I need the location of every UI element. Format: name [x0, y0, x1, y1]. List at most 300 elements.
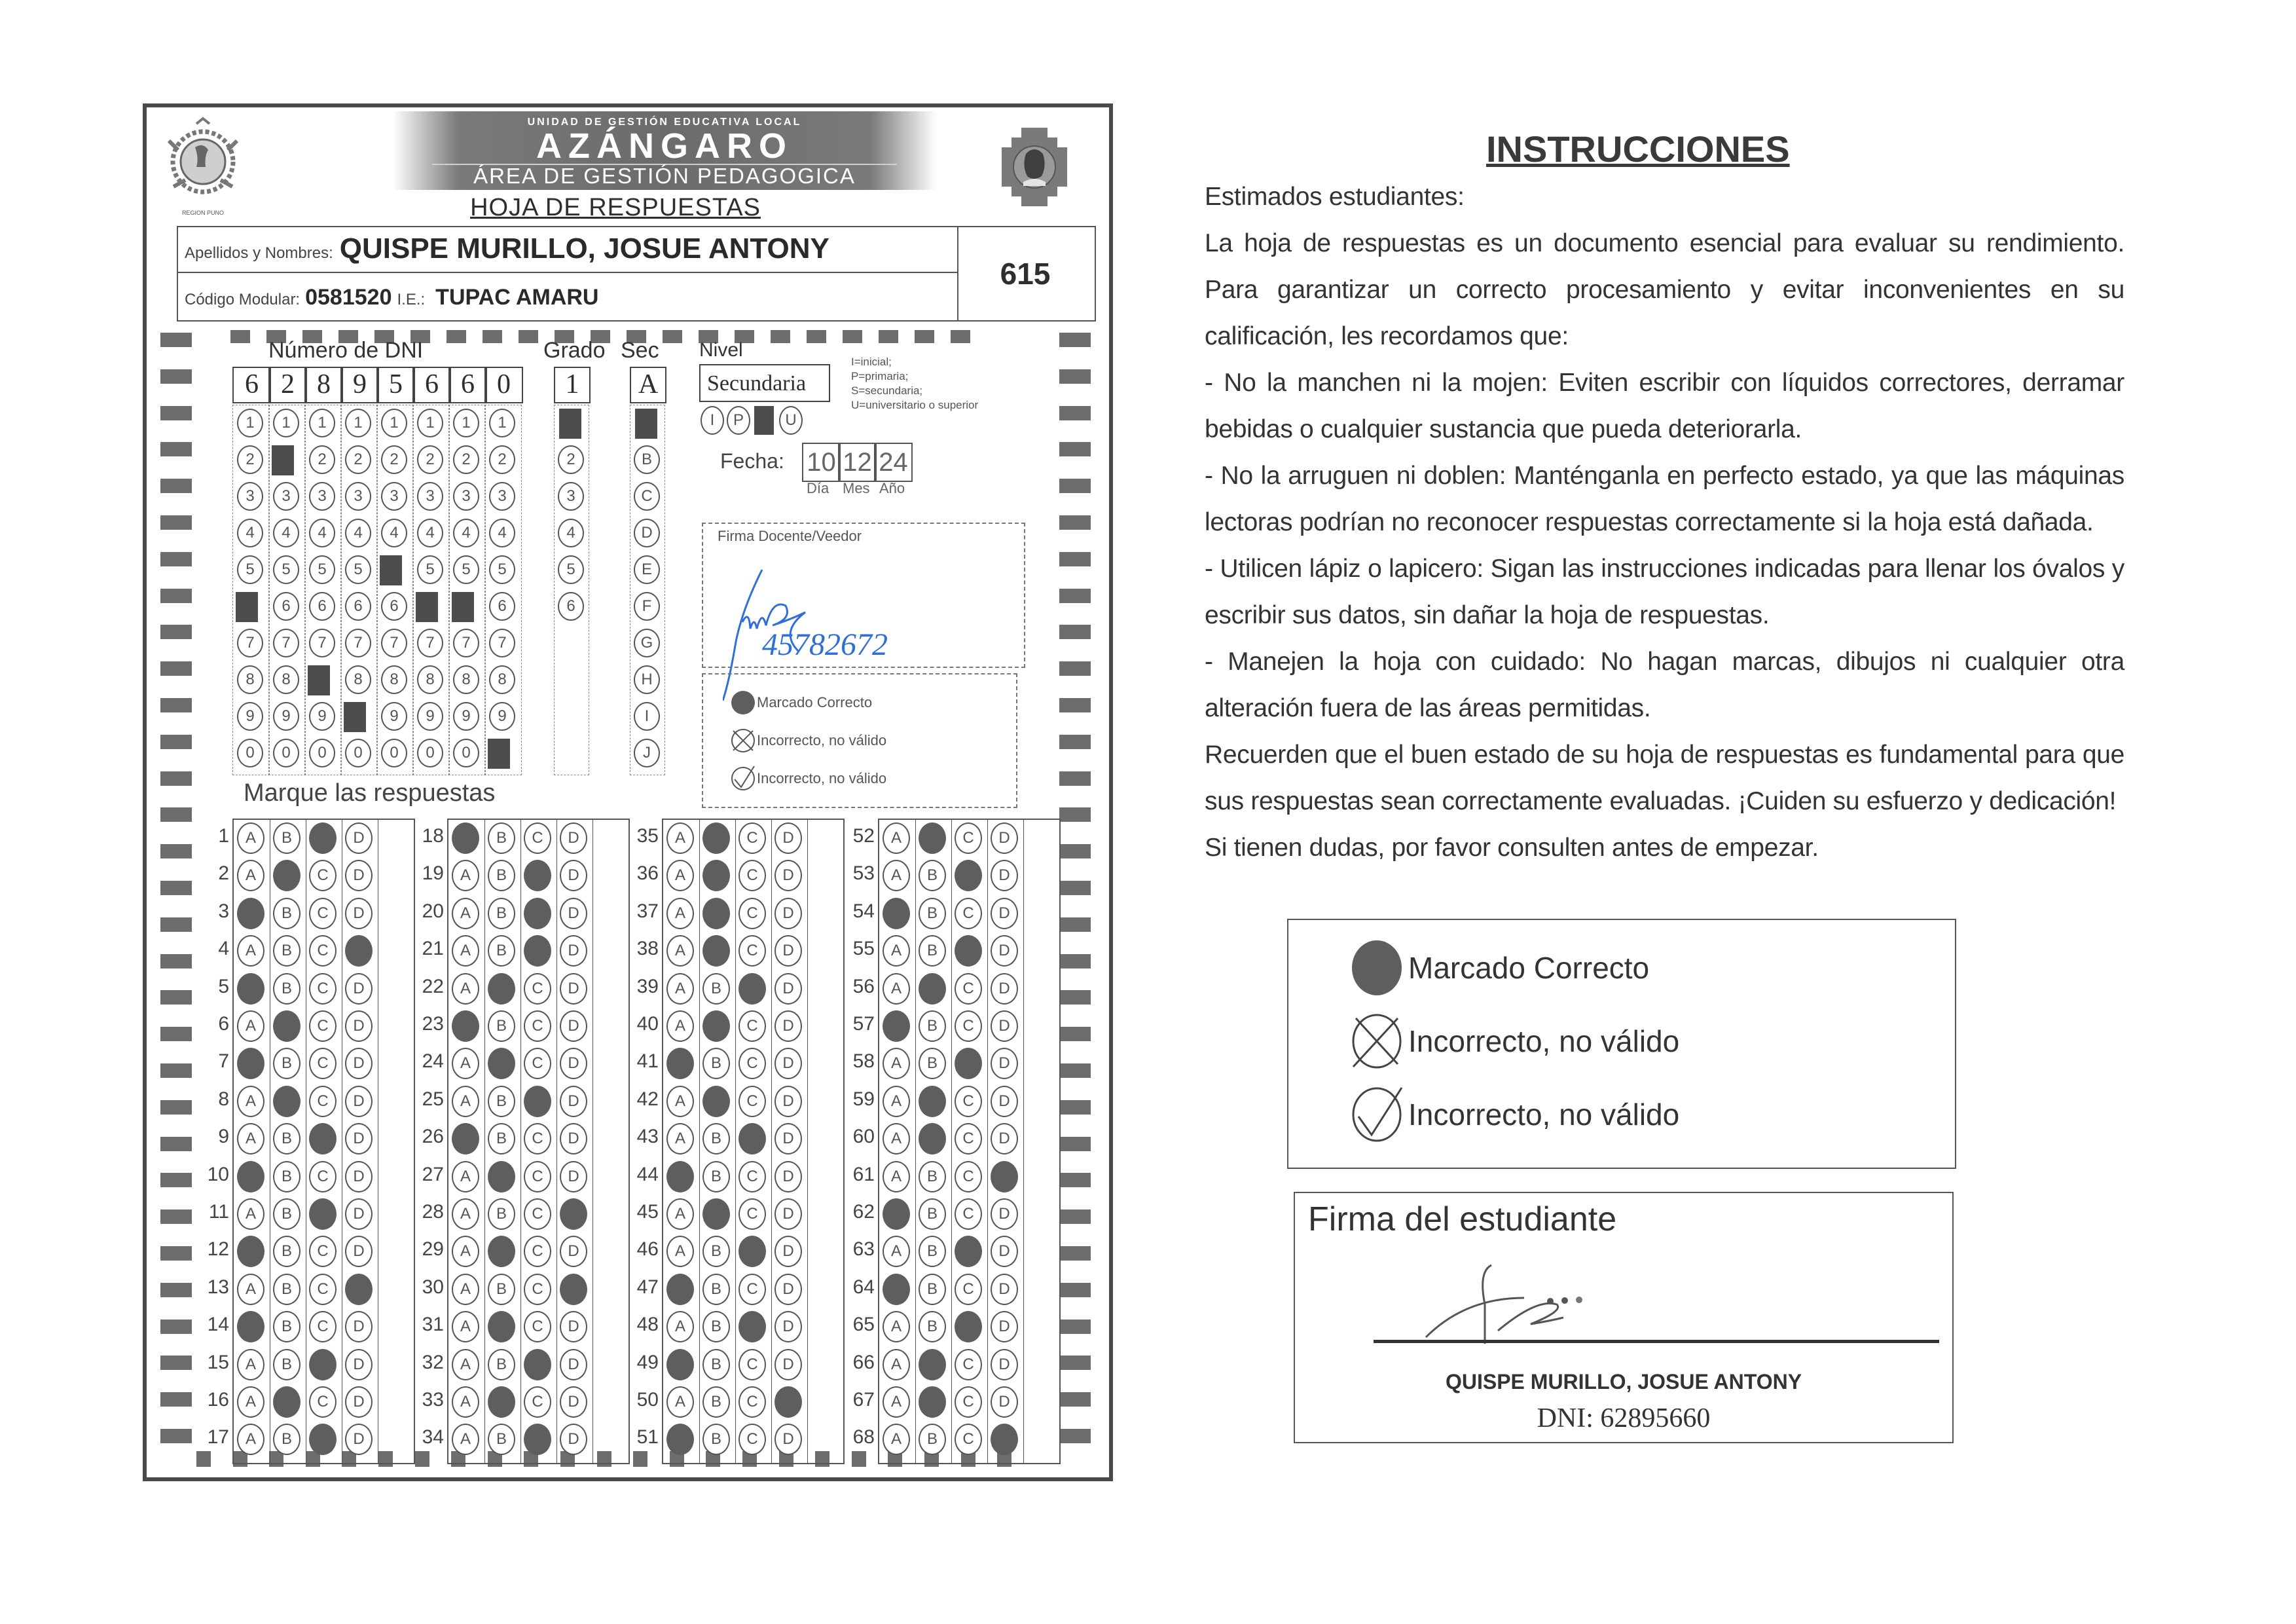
answer-bubble[interactable]: C: [309, 1236, 337, 1267]
answer-bubble[interactable]: D: [991, 1311, 1018, 1342]
answer-bubble[interactable]: A: [452, 1424, 479, 1455]
dni-bubble[interactable]: 0: [381, 739, 407, 767]
answer-bubble-filled[interactable]: B: [702, 1010, 730, 1042]
answer-bubble-filled[interactable]: B: [919, 1386, 946, 1418]
dni-bubble[interactable]: 8: [489, 665, 515, 694]
answer-bubble[interactable]: D: [345, 1236, 373, 1267]
fecha-mes[interactable]: 12: [838, 443, 877, 482]
answer-bubble[interactable]: B: [273, 822, 301, 854]
answer-bubble[interactable]: A: [666, 822, 694, 854]
answer-bubble[interactable]: D: [991, 1123, 1018, 1154]
answer-bubble[interactable]: C: [524, 1198, 551, 1230]
dni-bubble[interactable]: 2: [417, 445, 443, 474]
answer-bubble[interactable]: C: [955, 1424, 982, 1455]
answer-bubble[interactable]: D: [774, 1236, 802, 1267]
dni-bubble[interactable]: 9: [273, 702, 299, 731]
answer-bubble[interactable]: D: [991, 935, 1018, 967]
answer-bubble[interactable]: D: [774, 1161, 802, 1192]
answer-bubble[interactable]: C: [309, 1274, 337, 1305]
grado-bubble[interactable]: 4: [558, 519, 584, 547]
answer-bubble[interactable]: D: [345, 1386, 373, 1418]
nivel-bubble[interactable]: P: [727, 406, 750, 435]
answer-bubble[interactable]: A: [452, 935, 479, 967]
dni-bubble[interactable]: 4: [453, 519, 479, 547]
answer-bubble[interactable]: B: [702, 1236, 730, 1267]
answer-bubble[interactable]: A: [666, 1123, 694, 1154]
answer-bubble[interactable]: B: [919, 860, 946, 891]
answer-bubble[interactable]: C: [955, 1123, 982, 1154]
sec-bubble[interactable]: C: [634, 482, 660, 511]
answer-bubble-filled[interactable]: C: [524, 1086, 551, 1117]
dni-bubble[interactable]: 9: [489, 702, 515, 731]
answer-bubble[interactable]: C: [309, 898, 337, 929]
answer-bubble[interactable]: C: [524, 1274, 551, 1305]
dni-bubble[interactable]: 7: [417, 629, 443, 657]
answer-bubble-filled[interactable]: B: [702, 898, 730, 929]
fecha-dia[interactable]: 10: [802, 443, 841, 482]
answer-bubble-filled[interactable]: B: [488, 1311, 515, 1342]
dni-bubble[interactable]: 0: [417, 739, 443, 767]
answer-bubble-filled[interactable]: B: [702, 860, 730, 891]
answer-bubble[interactable]: B: [273, 1198, 301, 1230]
answer-bubble-filled[interactable]: A: [666, 1424, 694, 1455]
answer-bubble[interactable]: C: [955, 1349, 982, 1380]
dni-bubble[interactable]: 3: [345, 482, 371, 511]
grado-bubble[interactable]: 2: [558, 445, 584, 474]
dni-bubble[interactable]: 5: [489, 555, 515, 584]
answer-bubble[interactable]: B: [702, 1386, 730, 1418]
answer-bubble[interactable]: B: [919, 1424, 946, 1455]
answer-bubble[interactable]: C: [309, 973, 337, 1005]
answer-bubble[interactable]: A: [237, 1198, 264, 1230]
dni-bubble[interactable]: 1: [489, 409, 515, 437]
answer-bubble[interactable]: D: [560, 1236, 587, 1267]
answer-bubble[interactable]: A: [666, 1198, 694, 1230]
answer-bubble[interactable]: B: [273, 898, 301, 929]
answer-bubble[interactable]: D: [774, 1086, 802, 1117]
answer-bubble[interactable]: C: [524, 1010, 551, 1042]
dni-bubble-filled[interactable]: [452, 592, 474, 622]
answer-bubble[interactable]: D: [345, 1198, 373, 1230]
dni-bubble[interactable]: 5: [453, 555, 479, 584]
dni-bubble[interactable]: 5: [273, 555, 299, 584]
answer-bubble[interactable]: A: [883, 935, 910, 967]
answer-bubble[interactable]: B: [702, 973, 730, 1005]
answer-bubble[interactable]: C: [524, 822, 551, 854]
answer-bubble[interactable]: D: [991, 1236, 1018, 1267]
answer-bubble[interactable]: C: [955, 1086, 982, 1117]
answer-bubble-filled[interactable]: B: [273, 860, 301, 891]
answer-bubble[interactable]: D: [560, 1010, 587, 1042]
answer-bubble[interactable]: A: [452, 1048, 479, 1079]
answer-bubble-filled[interactable]: C: [955, 1236, 982, 1267]
answer-bubble[interactable]: D: [345, 1349, 373, 1380]
answer-bubble[interactable]: A: [666, 1086, 694, 1117]
dni-bubble[interactable]: 7: [381, 629, 407, 657]
answer-bubble[interactable]: C: [738, 1010, 766, 1042]
answer-bubble-filled[interactable]: B: [919, 1349, 946, 1380]
answer-bubble-filled[interactable]: A: [452, 1123, 479, 1154]
dni-bubble[interactable]: 5: [309, 555, 335, 584]
answer-bubble[interactable]: C: [738, 1274, 766, 1305]
dni-bubble[interactable]: 1: [237, 409, 263, 437]
answer-bubble[interactable]: D: [345, 898, 373, 929]
answer-bubble-filled[interactable]: C: [524, 1424, 551, 1455]
answer-bubble-filled[interactable]: A: [237, 1161, 264, 1192]
dni-bubble[interactable]: 1: [381, 409, 407, 437]
dni-bubble-filled[interactable]: [416, 592, 438, 622]
answer-bubble-filled[interactable]: A: [883, 898, 910, 929]
answer-bubble[interactable]: B: [488, 1274, 515, 1305]
dni-bubble[interactable]: 1: [273, 409, 299, 437]
answer-bubble[interactable]: B: [273, 935, 301, 967]
sec-bubble[interactable]: B: [634, 445, 660, 474]
answer-bubble[interactable]: A: [452, 1198, 479, 1230]
answer-bubble-filled[interactable]: C: [309, 1198, 337, 1230]
answer-bubble[interactable]: C: [309, 1386, 337, 1418]
answer-bubble-filled[interactable]: A: [666, 1161, 694, 1192]
answer-bubble[interactable]: D: [345, 1048, 373, 1079]
answer-bubble[interactable]: C: [309, 1010, 337, 1042]
dni-bubble[interactable]: 7: [489, 629, 515, 657]
answer-bubble[interactable]: B: [702, 1123, 730, 1154]
dni-bubble[interactable]: 7: [453, 629, 479, 657]
answer-bubble-filled[interactable]: A: [666, 1048, 694, 1079]
answer-bubble[interactable]: C: [955, 973, 982, 1005]
dni-bubble[interactable]: 5: [345, 555, 371, 584]
answer-bubble[interactable]: D: [774, 935, 802, 967]
answer-bubble-filled[interactable]: C: [309, 1349, 337, 1380]
answer-bubble-filled[interactable]: C: [524, 1349, 551, 1380]
answer-bubble[interactable]: B: [273, 1274, 301, 1305]
answer-bubble[interactable]: D: [345, 1086, 373, 1117]
answer-bubble[interactable]: C: [738, 1349, 766, 1380]
answer-bubble[interactable]: D: [560, 935, 587, 967]
answer-bubble-filled[interactable]: C: [524, 935, 551, 967]
fecha-anio[interactable]: 24: [874, 443, 913, 482]
dni-bubble[interactable]: 0: [237, 739, 263, 767]
answer-bubble-filled[interactable]: B: [702, 1086, 730, 1117]
answer-bubble[interactable]: D: [345, 1010, 373, 1042]
answer-bubble[interactable]: B: [919, 1161, 946, 1192]
answer-bubble-filled[interactable]: B: [488, 1161, 515, 1192]
answer-bubble[interactable]: D: [560, 822, 587, 854]
answer-bubble[interactable]: B: [919, 1198, 946, 1230]
answer-bubble[interactable]: C: [738, 1161, 766, 1192]
answer-bubble[interactable]: A: [883, 860, 910, 891]
dni-bubble[interactable]: 3: [453, 482, 479, 511]
answer-bubble[interactable]: D: [774, 1123, 802, 1154]
answer-bubble-filled[interactable]: D: [991, 1161, 1018, 1192]
answer-bubble-filled[interactable]: A: [452, 822, 479, 854]
dni-bubble[interactable]: 4: [345, 519, 371, 547]
answer-bubble[interactable]: A: [237, 1386, 264, 1418]
dni-bubble[interactable]: 1: [345, 409, 371, 437]
answer-bubble[interactable]: C: [309, 1086, 337, 1117]
dni-bubble-filled[interactable]: [488, 739, 510, 769]
answer-bubble[interactable]: D: [560, 973, 587, 1005]
answer-bubble-filled[interactable]: A: [666, 1349, 694, 1380]
answer-bubble[interactable]: D: [560, 1048, 587, 1079]
dni-bubble[interactable]: 2: [489, 445, 515, 474]
answer-bubble[interactable]: B: [273, 1424, 301, 1455]
answer-bubble[interactable]: A: [666, 898, 694, 929]
grado-bubble[interactable]: 3: [558, 482, 584, 511]
nivel-bubble-filled[interactable]: [754, 406, 774, 435]
dni-bubble[interactable]: 0: [273, 739, 299, 767]
answer-bubble[interactable]: D: [560, 1311, 587, 1342]
answer-bubble-filled[interactable]: A: [883, 1274, 910, 1305]
answer-bubble[interactable]: A: [883, 1349, 910, 1380]
answer-bubble[interactable]: B: [702, 1424, 730, 1455]
sec-bubble[interactable]: E: [634, 555, 660, 584]
dni-bubble[interactable]: 1: [453, 409, 479, 437]
answer-bubble[interactable]: A: [666, 1386, 694, 1418]
answer-bubble[interactable]: D: [774, 822, 802, 854]
answer-bubble[interactable]: D: [560, 1161, 587, 1192]
answer-bubble[interactable]: A: [883, 1424, 910, 1455]
answer-bubble-filled[interactable]: C: [738, 973, 766, 1005]
answer-bubble[interactable]: D: [560, 1123, 587, 1154]
answer-bubble[interactable]: A: [452, 1274, 479, 1305]
answer-bubble[interactable]: B: [488, 1010, 515, 1042]
answer-bubble-filled[interactable]: B: [919, 1123, 946, 1154]
answer-bubble[interactable]: C: [524, 1386, 551, 1418]
answer-bubble-filled[interactable]: C: [524, 860, 551, 891]
answer-bubble[interactable]: C: [524, 973, 551, 1005]
answer-bubble[interactable]: B: [702, 1048, 730, 1079]
answer-bubble[interactable]: B: [702, 1274, 730, 1305]
answer-bubble-filled[interactable]: B: [273, 1386, 301, 1418]
answer-bubble[interactable]: C: [309, 860, 337, 891]
answer-bubble[interactable]: B: [919, 1311, 946, 1342]
answer-bubble[interactable]: D: [345, 822, 373, 854]
answer-bubble[interactable]: C: [309, 1311, 337, 1342]
answer-bubble[interactable]: B: [273, 1161, 301, 1192]
answer-bubble-filled[interactable]: D: [560, 1274, 587, 1305]
answer-bubble[interactable]: C: [524, 1161, 551, 1192]
answer-bubble[interactable]: C: [524, 1236, 551, 1267]
answer-bubble-filled[interactable]: C: [309, 1123, 337, 1154]
answer-bubble-filled[interactable]: A: [452, 1010, 479, 1042]
answer-bubble[interactable]: A: [883, 1123, 910, 1154]
dni-bubble[interactable]: 7: [237, 629, 263, 657]
answer-bubble[interactable]: C: [738, 1424, 766, 1455]
answer-bubble[interactable]: A: [237, 822, 264, 854]
dni-bubble[interactable]: 8: [381, 665, 407, 694]
answer-bubble[interactable]: D: [774, 1198, 802, 1230]
answer-bubble-filled[interactable]: B: [702, 935, 730, 967]
answer-bubble[interactable]: A: [883, 1086, 910, 1117]
answer-bubble[interactable]: D: [774, 1349, 802, 1380]
answer-bubble[interactable]: B: [919, 1274, 946, 1305]
dni-bubble-filled[interactable]: [344, 702, 366, 732]
answer-bubble[interactable]: C: [309, 1161, 337, 1192]
answer-bubble[interactable]: A: [452, 1311, 479, 1342]
answer-bubble-filled[interactable]: B: [919, 1086, 946, 1117]
answer-bubble-filled[interactable]: B: [702, 822, 730, 854]
answer-bubble[interactable]: D: [774, 1048, 802, 1079]
answer-bubble[interactable]: B: [488, 935, 515, 967]
answer-bubble-filled[interactable]: C: [738, 1123, 766, 1154]
dni-bubble[interactable]: 9: [453, 702, 479, 731]
answer-bubble[interactable]: C: [738, 898, 766, 929]
answer-bubble[interactable]: B: [488, 822, 515, 854]
dni-bubble[interactable]: 0: [453, 739, 479, 767]
answer-bubble-filled[interactable]: D: [345, 935, 373, 967]
answer-bubble[interactable]: C: [955, 1274, 982, 1305]
answer-bubble[interactable]: D: [774, 860, 802, 891]
dni-bubble[interactable]: 8: [417, 665, 443, 694]
answer-bubble[interactable]: C: [955, 822, 982, 854]
sec-bubble[interactable]: H: [634, 665, 660, 694]
answer-bubble-filled[interactable]: D: [560, 1198, 587, 1230]
dni-bubble[interactable]: 4: [237, 519, 263, 547]
answer-bubble[interactable]: A: [452, 860, 479, 891]
sec-bubble[interactable]: F: [634, 592, 660, 621]
answer-bubble[interactable]: B: [488, 1349, 515, 1380]
answer-bubble[interactable]: C: [738, 1198, 766, 1230]
answer-bubble[interactable]: B: [488, 860, 515, 891]
grado-bubble[interactable]: 6: [558, 592, 584, 621]
answer-bubble[interactable]: B: [488, 898, 515, 929]
answer-bubble[interactable]: A: [237, 935, 264, 967]
answer-bubble[interactable]: A: [666, 1311, 694, 1342]
dni-bubble[interactable]: 7: [345, 629, 371, 657]
answer-bubble[interactable]: B: [488, 1198, 515, 1230]
dni-bubble[interactable]: 5: [417, 555, 443, 584]
answer-bubble[interactable]: B: [919, 1010, 946, 1042]
answer-bubble[interactable]: D: [774, 1010, 802, 1042]
answer-bubble[interactable]: C: [955, 1198, 982, 1230]
answer-bubble[interactable]: A: [883, 1161, 910, 1192]
answer-bubble[interactable]: C: [738, 935, 766, 967]
answer-bubble-filled[interactable]: B: [488, 1048, 515, 1079]
answer-bubble[interactable]: A: [237, 1086, 264, 1117]
answer-bubble[interactable]: D: [560, 1349, 587, 1380]
dni-bubble[interactable]: 2: [345, 445, 371, 474]
answer-bubble[interactable]: D: [991, 973, 1018, 1005]
answer-bubble[interactable]: D: [991, 860, 1018, 891]
nivel-bubble[interactable]: I: [701, 406, 724, 435]
answer-bubble[interactable]: B: [488, 1086, 515, 1117]
dni-bubble[interactable]: 8: [237, 665, 263, 694]
dni-bubble[interactable]: 2: [309, 445, 335, 474]
answer-bubble[interactable]: C: [309, 935, 337, 967]
answer-bubble[interactable]: D: [991, 1086, 1018, 1117]
answer-bubble[interactable]: A: [237, 1424, 264, 1455]
answer-bubble[interactable]: B: [702, 1311, 730, 1342]
dni-bubble[interactable]: 1: [417, 409, 443, 437]
answer-bubble-filled[interactable]: C: [524, 898, 551, 929]
answer-bubble-filled[interactable]: B: [919, 973, 946, 1005]
grado-bubble-filled[interactable]: [559, 409, 581, 439]
answer-bubble[interactable]: A: [666, 1236, 694, 1267]
answer-bubble[interactable]: B: [273, 1236, 301, 1267]
answer-bubble[interactable]: D: [345, 860, 373, 891]
dni-bubble[interactable]: 3: [381, 482, 407, 511]
answer-bubble[interactable]: A: [452, 1086, 479, 1117]
answer-bubble-filled[interactable]: A: [883, 1010, 910, 1042]
dni-bubble[interactable]: 9: [381, 702, 407, 731]
answer-bubble[interactable]: D: [774, 973, 802, 1005]
nivel-bubble[interactable]: U: [779, 406, 803, 435]
answer-bubble[interactable]: D: [345, 1123, 373, 1154]
answer-bubble[interactable]: A: [883, 1386, 910, 1418]
answer-bubble-filled[interactable]: C: [309, 1424, 337, 1455]
dni-bubble[interactable]: 6: [273, 592, 299, 621]
answer-bubble-filled[interactable]: B: [488, 1386, 515, 1418]
answer-bubble-filled[interactable]: A: [237, 973, 264, 1005]
answer-bubble[interactable]: B: [919, 1236, 946, 1267]
answer-bubble[interactable]: A: [883, 1048, 910, 1079]
answer-bubble[interactable]: A: [452, 1161, 479, 1192]
answer-bubble[interactable]: C: [955, 1010, 982, 1042]
dni-bubble[interactable]: 3: [417, 482, 443, 511]
answer-bubble[interactable]: A: [452, 1236, 479, 1267]
answer-bubble-filled[interactable]: B: [919, 822, 946, 854]
dni-bubble[interactable]: 2: [381, 445, 407, 474]
sec-bubble[interactable]: G: [634, 629, 660, 657]
dni-bubble-filled[interactable]: [380, 555, 402, 585]
sec-bubble[interactable]: J: [634, 739, 660, 767]
answer-bubble-filled[interactable]: D: [774, 1386, 802, 1418]
dni-bubble[interactable]: 2: [237, 445, 263, 474]
answer-bubble-filled[interactable]: A: [237, 898, 264, 929]
answer-bubble[interactable]: D: [991, 1010, 1018, 1042]
answer-bubble[interactable]: B: [488, 1123, 515, 1154]
dni-bubble[interactable]: 4: [273, 519, 299, 547]
answer-bubble[interactable]: D: [345, 1311, 373, 1342]
answer-bubble[interactable]: D: [991, 1274, 1018, 1305]
answer-bubble[interactable]: D: [774, 898, 802, 929]
answer-bubble[interactable]: A: [452, 1386, 479, 1418]
answer-bubble[interactable]: C: [955, 1386, 982, 1418]
answer-bubble[interactable]: B: [273, 1349, 301, 1380]
answer-bubble-filled[interactable]: D: [991, 1424, 1018, 1455]
dni-bubble[interactable]: 9: [237, 702, 263, 731]
dni-bubble[interactable]: 1: [309, 409, 335, 437]
dni-bubble[interactable]: 3: [273, 482, 299, 511]
answer-bubble-filled[interactable]: B: [702, 1198, 730, 1230]
dni-bubble[interactable]: 8: [453, 665, 479, 694]
answer-bubble[interactable]: D: [560, 898, 587, 929]
answer-bubble[interactable]: D: [774, 1424, 802, 1455]
dni-bubble[interactable]: 0: [309, 739, 335, 767]
answer-bubble-filled[interactable]: C: [955, 1048, 982, 1079]
answer-bubble[interactable]: A: [237, 1123, 264, 1154]
dni-bubble-filled[interactable]: [308, 665, 330, 695]
answer-bubble-filled[interactable]: C: [309, 822, 337, 854]
sec-bubble[interactable]: I: [634, 702, 660, 731]
answer-bubble[interactable]: D: [560, 860, 587, 891]
answer-bubble[interactable]: D: [345, 1161, 373, 1192]
answer-bubble[interactable]: B: [273, 1123, 301, 1154]
answer-bubble-filled[interactable]: A: [237, 1048, 264, 1079]
answer-bubble[interactable]: C: [309, 1048, 337, 1079]
dni-bubble-filled[interactable]: [236, 592, 258, 622]
answer-bubble-filled[interactable]: B: [273, 1086, 301, 1117]
answer-bubble[interactable]: B: [273, 973, 301, 1005]
dni-bubble[interactable]: 4: [489, 519, 515, 547]
dni-bubble[interactable]: 4: [381, 519, 407, 547]
dni-bubble[interactable]: 6: [345, 592, 371, 621]
answer-bubble-filled[interactable]: B: [488, 1236, 515, 1267]
answer-bubble-filled[interactable]: D: [345, 1274, 373, 1305]
answer-bubble[interactable]: A: [666, 935, 694, 967]
answer-bubble-filled[interactable]: A: [666, 1274, 694, 1305]
answer-bubble[interactable]: A: [666, 1010, 694, 1042]
